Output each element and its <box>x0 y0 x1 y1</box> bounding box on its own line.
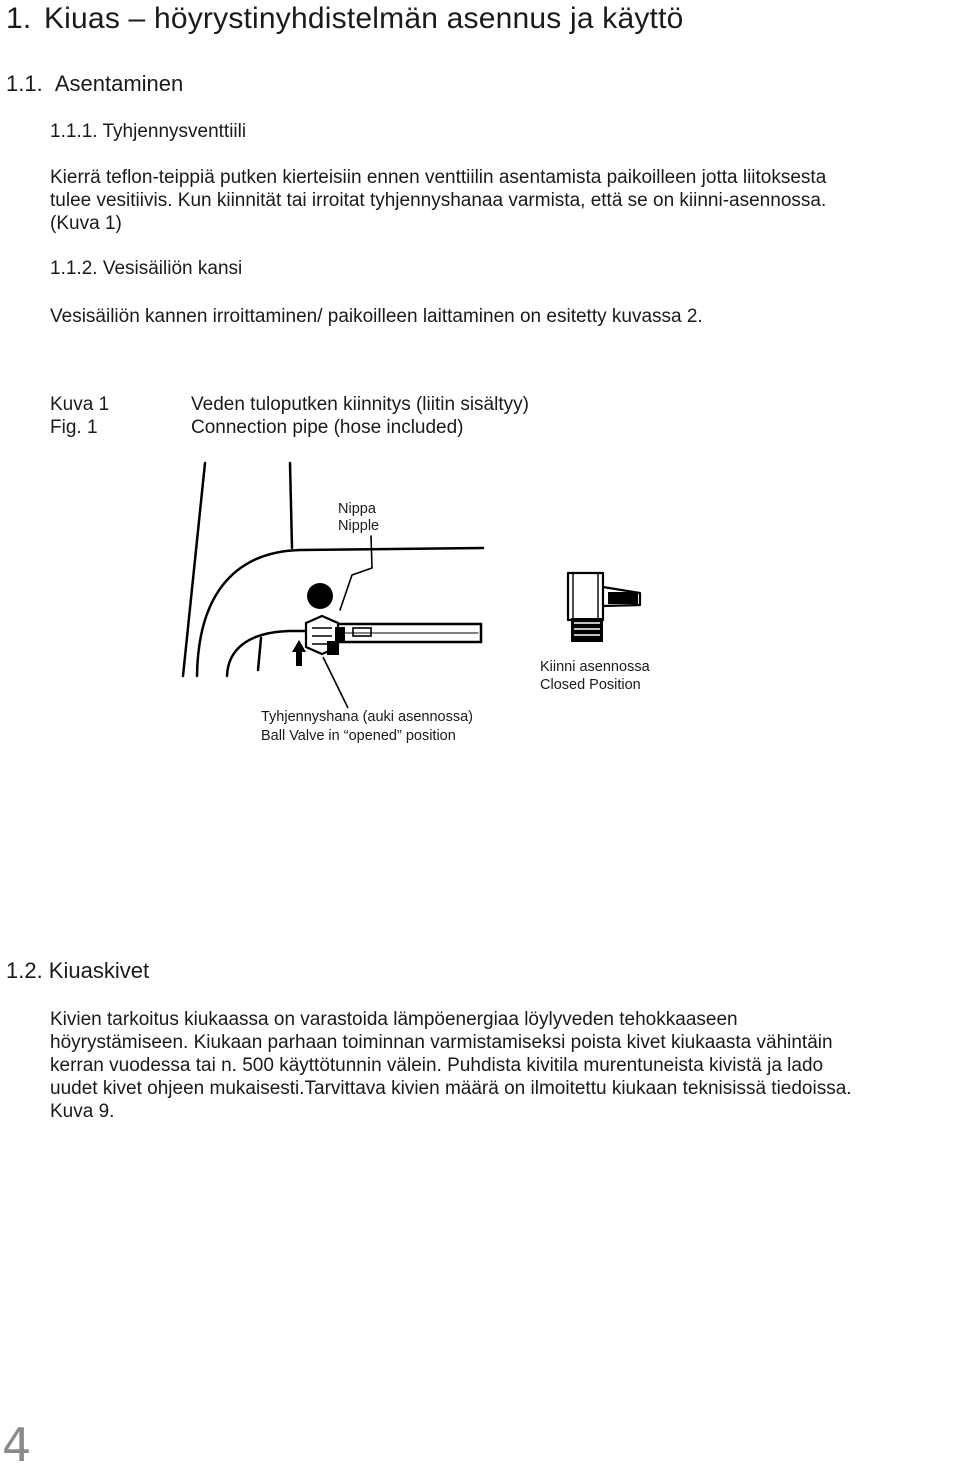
section-1-1-1-heading: 1.1.1. Tyhjennysventtiili <box>50 121 247 142</box>
ball-valve-label-fi: Tyhjennyshana (auki asennossa) <box>261 709 473 725</box>
valve-pointer-line <box>323 657 348 708</box>
heater-left-edge <box>183 463 205 676</box>
nipple-label-fi: Nippa <box>338 501 376 517</box>
title-number: 1. <box>6 2 32 35</box>
paragraph-line: Kierrä teflon-teippiä putken kierteisiin ennen venttiilin asentamista paikoilleen jotta liitoksesta <box>50 167 827 188</box>
section-1-2-paragraph <box>50 1008 955 1123</box>
valve-arrow-icon <box>292 640 306 666</box>
section-1-2-heading: 1.2. Kiuaskivet <box>6 958 150 983</box>
paragraph-line: uudet kivet ohjeen mukaisesti.Tarvittava kivien määrä on ilmoitettu kiukaan teknisissä tiedoissa. <box>50 1078 852 1099</box>
figure-label-en: Fig. 1 <box>50 417 98 438</box>
section-number: 1.1. <box>6 71 43 96</box>
nipple-shape <box>307 583 333 609</box>
section-1-1-2-paragraph: Vesisäiliön kannen irroittaminen/ paikoilleen laittaminen on esitetty kuvassa 2. <box>50 306 703 327</box>
figure-label-fi: Kuva 1 <box>50 394 110 415</box>
paragraph-line: Kivien tarkoitus kiukaassa on varastoida lämpöenergiaa löylyveden tehokkaaseen <box>50 1009 738 1030</box>
heater-inner-curve <box>227 631 305 676</box>
ball-valve-nut <box>327 641 339 655</box>
heater-edge-line <box>258 638 261 670</box>
paragraph-line: tulee vesitiivis. Kun kiinnität tai irroitat tyhjennyshanaa varmista, että se on kiinni-asennossa. <box>50 190 827 211</box>
heater-outer-curve <box>197 548 483 676</box>
paragraph-line: (Kuva 1) <box>50 213 122 234</box>
paragraph-line: Kuva 9. <box>50 1101 115 1122</box>
figure-caption-en: Connection pipe (hose included) <box>191 417 464 438</box>
heater-body-top-right <box>290 463 292 548</box>
nipple-label-en: Nipple <box>338 518 380 534</box>
ball-valve-coupler <box>335 627 345 641</box>
page-number: 4 <box>2 1418 32 1472</box>
section-title: Asentaminen <box>54 71 184 96</box>
closed-position-label-en: Closed Position <box>540 677 641 693</box>
paragraph-line: kerran vuodessa tai n. 500 käyttötunnin välein. Puhdista kivitila murentuneista kivistä ja lado <box>50 1055 824 1076</box>
nipple-pointer-line <box>340 536 372 610</box>
ball-valve-label-en: Ball Valve in “opened” position <box>261 728 456 744</box>
closed-position-label-fi: Kiinni asennossa <box>540 659 650 675</box>
figure-caption-fi: Veden tuloputken kiinnitys (liitin sisältyy) <box>191 394 529 415</box>
title-text: Kiuas – höyrystinyhdistelmän asennus ja käyttö <box>43 2 684 35</box>
section-1-1-2-heading: 1.1.2. Vesisäiliön kansi <box>50 258 243 279</box>
paragraph-line: höyrystämiseen. Kiukaan parhaan toiminnan varmistamiseksi poista kivet kiukaasta vähintäin <box>50 1032 833 1053</box>
